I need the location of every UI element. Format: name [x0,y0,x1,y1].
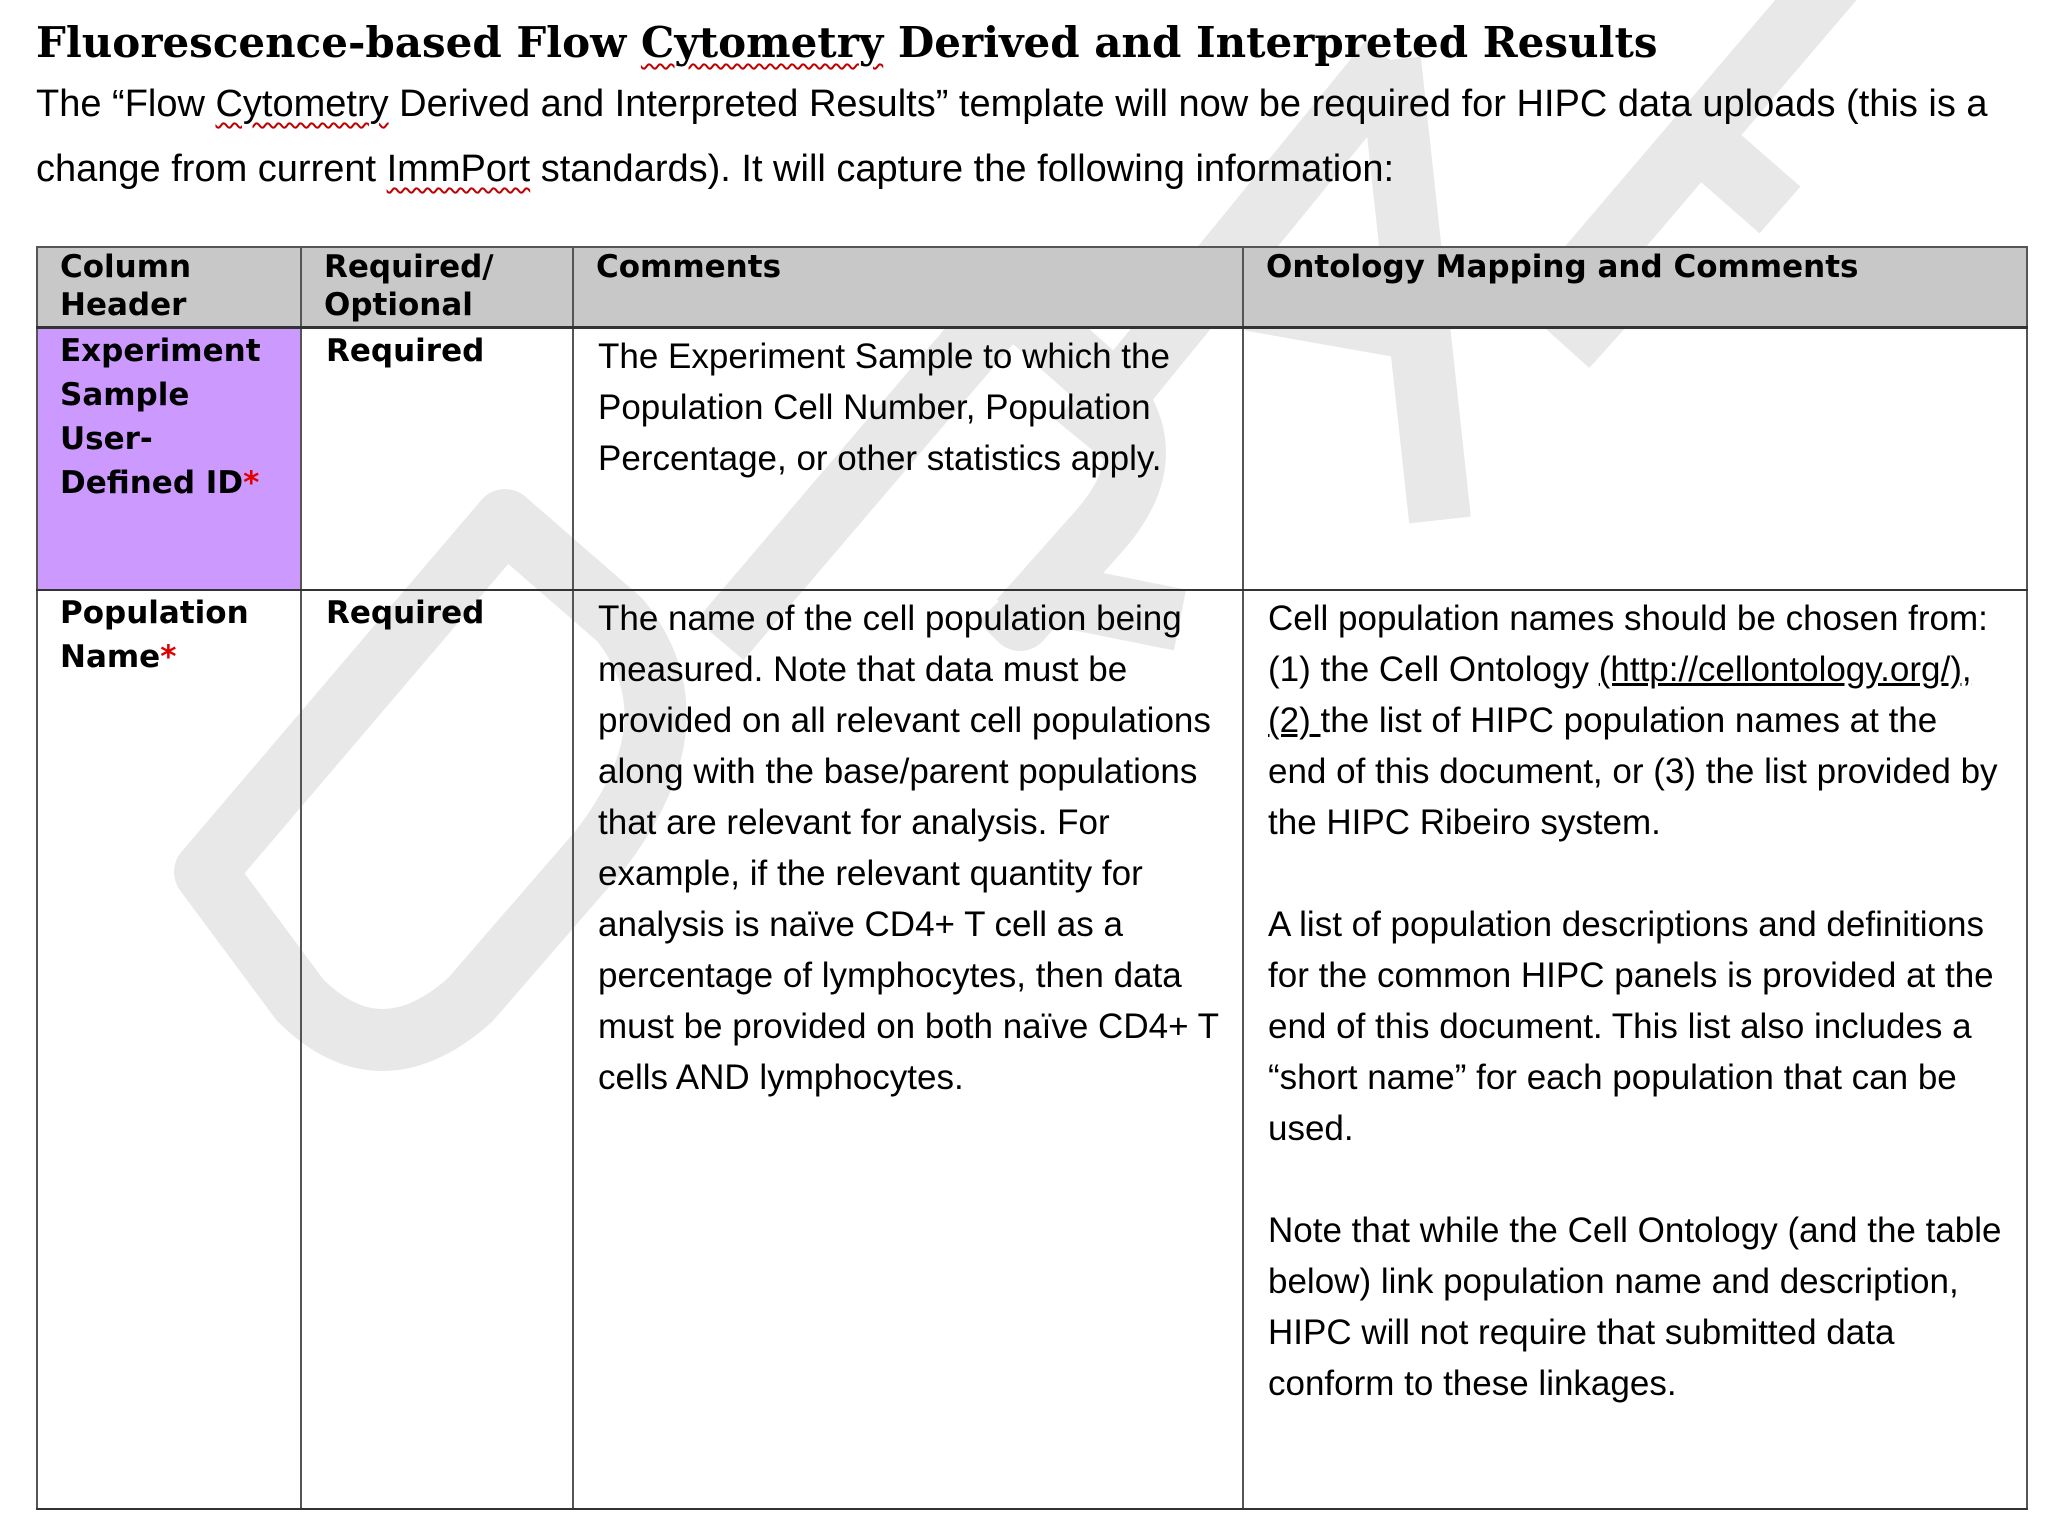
intro-text-3: standards). It will capture the following information: [530,148,1395,190]
row-column-header [37,328,301,591]
row-ontology-mapping [1243,328,2027,591]
column-header-text: Experiment Sample User-Defined ID [60,333,261,501]
row-comments: The name of the cell population being measured. Note that data must be provided on all relevant cell populations along with the base/parent populations that are relevant for analysis. For example, if the relevant quantity for analysis is naïve CD4+ T cell as a percentage of lymphocytes, then data must be provided on both naïve CD4+ T cells AND lymphocytes. [573,590,1243,1509]
intro-text-2: Derived and Interpreted Results” template will now be required for HIPC data uploads (this is a change from current [36,83,1988,190]
intro-spellcheck-word-1: Cytometry [215,83,389,125]
table-header-row [37,247,2027,328]
row-column-header [37,590,301,1509]
header-column-header: Column Header [37,247,301,328]
header-required-optional: Required/ Optional [301,247,573,328]
header-ontology-mapping: Ontology Mapping and Comments [1243,247,2027,328]
intro-paragraph [36,72,2016,202]
document-page [36,14,2026,1403]
results-template-table [36,246,2028,1510]
ontology-paragraph-2: A list of population descriptions and definitions for the common HIPC panels is provided at the end of this document. This list also includes a “short name” for each population that can be used. [1268,905,1994,1148]
ontology-paragraph-1 [1268,593,2004,848]
row-required: Required [301,590,573,1509]
ontology-text-2: the list of HIPC population names at the end of this document, or (3) the list provided by the HIPC Ribeiro system. [1268,701,1998,842]
intro-text-1: The “Flow [36,83,216,125]
title-spellcheck-word: Cytometry [640,18,884,67]
table-row [37,590,2027,1509]
title-text-start: Fluorescence-based Flow [36,18,641,67]
title-text-end: Derived and Interpreted Results [883,18,1658,67]
row-required: Required [301,328,573,591]
ontology-text-1: Cell population names should be chosen from: (1) the Cell Ontology [1268,599,1988,689]
row-ontology-mapping [1243,590,2027,1509]
document-title [36,14,2026,72]
intro-spellcheck-word-2: ImmPort [386,148,531,190]
column-header-text: Population Name [60,595,249,675]
header-comments: Comments [573,247,1243,328]
required-asterisk: * [243,465,260,501]
cell-ontology-link[interactable]: (http://cellontology.org/), (2) [1268,650,1972,740]
table-row [37,328,2027,591]
row-comments: The Experiment Sample to which the Population Cell Number, Population Percentage, or other statistics apply. [573,328,1243,591]
ontology-paragraph-3: Note that while the Cell Ontology (and the table below) link population name and description, HIPC will not require that submitted data conform to these linkages. [1268,1211,2002,1403]
required-asterisk: * [160,639,177,675]
